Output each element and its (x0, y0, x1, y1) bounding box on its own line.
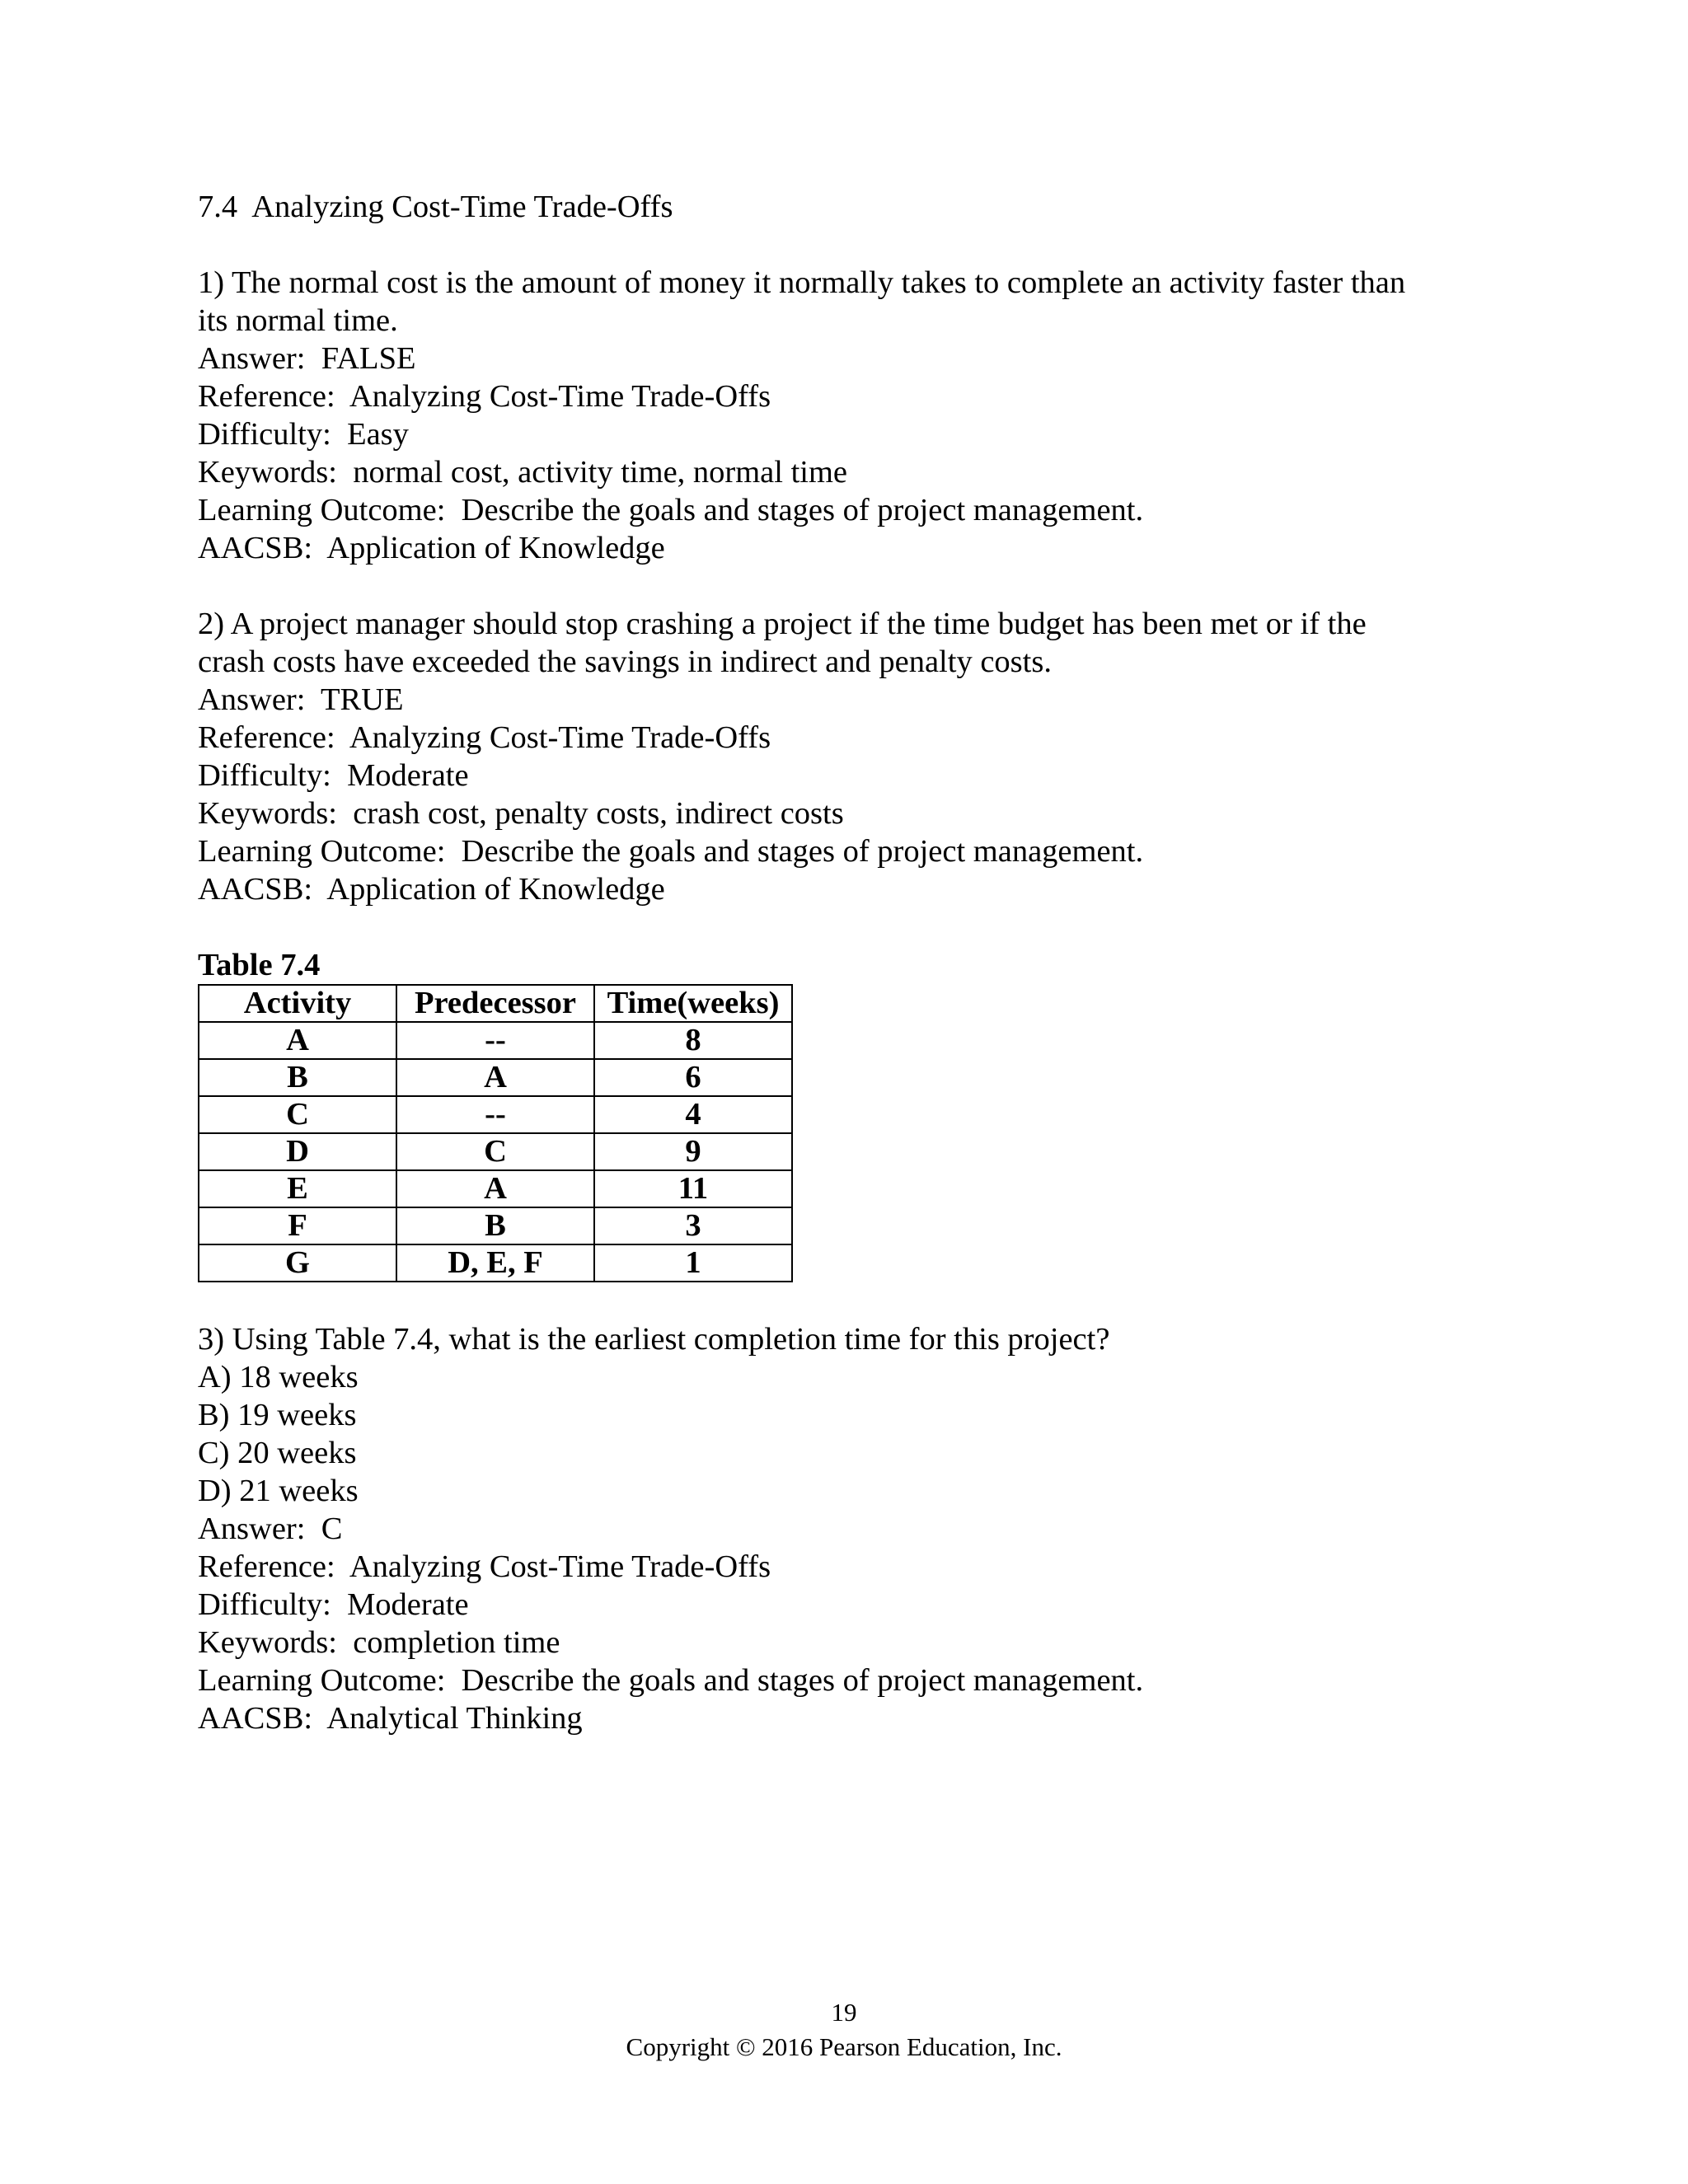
table-row (199, 1207, 792, 1244)
table-row (199, 1244, 792, 1282)
table-cell: C (199, 1096, 396, 1133)
question-stem-line: its normal time. (198, 303, 398, 338)
table-row (199, 1096, 792, 1133)
question-2 (198, 605, 1517, 908)
answer-line: Answer: C (198, 1511, 343, 1546)
answer-option: C) 20 weeks (198, 1436, 357, 1470)
reference-line: Reference: Analyzing Cost-Time Trade-Offs (198, 720, 771, 755)
table-cell: -- (396, 1096, 594, 1133)
table-row (199, 1170, 792, 1207)
difficulty-line: Difficulty: Easy (198, 417, 409, 452)
table-row (199, 1022, 792, 1059)
table-header-row (199, 985, 792, 1022)
table-caption: Table 7.4 (198, 948, 321, 982)
question-stem-line: crash costs have exceeded the savings in indirect and penalty costs. (198, 644, 1052, 679)
table-header-cell: Time(weeks) (594, 985, 792, 1022)
table-cell: -- (396, 1022, 594, 1059)
document-page (198, 188, 1517, 1775)
answer-line: Answer: TRUE (198, 682, 404, 717)
activity-table (198, 984, 793, 1282)
question-stem-line: 1) The normal cost is the amount of money it normally takes to complete an activity faster than (198, 265, 1406, 300)
difficulty-line: Difficulty: Moderate (198, 758, 469, 793)
keywords-line: Keywords: normal cost, activity time, normal time (198, 455, 848, 490)
reference-line: Reference: Analyzing Cost-Time Trade-Offs (198, 1549, 771, 1584)
question-3 (198, 1320, 1517, 1737)
aacsb-line: AACSB: Application of Knowledge (198, 531, 665, 565)
table-cell: B (396, 1207, 594, 1244)
answer-option: A) 18 weeks (198, 1360, 359, 1394)
table-header-cell: Activity (199, 985, 396, 1022)
table-cell: G (199, 1244, 396, 1282)
keywords-line: Keywords: completion time (198, 1625, 560, 1660)
table-cell: D, E, F (396, 1244, 594, 1282)
table-cell: 1 (594, 1244, 792, 1282)
table-cell: D (199, 1133, 396, 1170)
table-cell: F (199, 1207, 396, 1244)
question-stem-line: 2) A project manager should stop crashing a project if the time budget has been met or if the (198, 607, 1367, 641)
table-cell: A (199, 1022, 396, 1059)
learning-outcome-line: Learning Outcome: Describe the goals and stages of project management. (198, 493, 1144, 527)
table-cell: 9 (594, 1133, 792, 1170)
reference-line: Reference: Analyzing Cost-Time Trade-Offs (198, 379, 771, 414)
difficulty-line: Difficulty: Moderate (198, 1587, 469, 1622)
table-cell: A (396, 1170, 594, 1207)
page-number: 19 (831, 1998, 857, 2027)
table-cell: 8 (594, 1022, 792, 1059)
learning-outcome-line: Learning Outcome: Describe the goals and stages of project management. (198, 834, 1144, 869)
answer-option: B) 19 weeks (198, 1398, 357, 1432)
keywords-line: Keywords: crash cost, penalty costs, indirect costs (198, 796, 844, 831)
answer-line: Answer: FALSE (198, 341, 416, 376)
table-cell: C (396, 1133, 594, 1170)
answer-option: D) 21 weeks (198, 1474, 359, 1508)
table-cell: A (396, 1059, 594, 1096)
table-cell: 3 (594, 1207, 792, 1244)
table-row (199, 1133, 792, 1170)
learning-outcome-line: Learning Outcome: Describe the goals and stages of project management. (198, 1663, 1144, 1698)
question-1 (198, 264, 1517, 567)
table-cell: 4 (594, 1096, 792, 1133)
table-cell: B (199, 1059, 396, 1096)
question-stem-line: 3) Using Table 7.4, what is the earliest completion time for this project? (198, 1322, 1110, 1357)
table-header-cell: Predecessor (396, 985, 594, 1022)
table-cell: E (199, 1170, 396, 1207)
table-cell: 11 (594, 1170, 792, 1207)
table-row (199, 1059, 792, 1096)
copyright-notice: Copyright © 2016 Pearson Education, Inc. (626, 2032, 1062, 2061)
aacsb-line: AACSB: Analytical Thinking (198, 1701, 583, 1736)
aacsb-line: AACSB: Application of Knowledge (198, 872, 665, 907)
table-cell: 6 (594, 1059, 792, 1096)
section-title: 7.4 Analyzing Cost-Time Trade-Offs (198, 190, 673, 224)
